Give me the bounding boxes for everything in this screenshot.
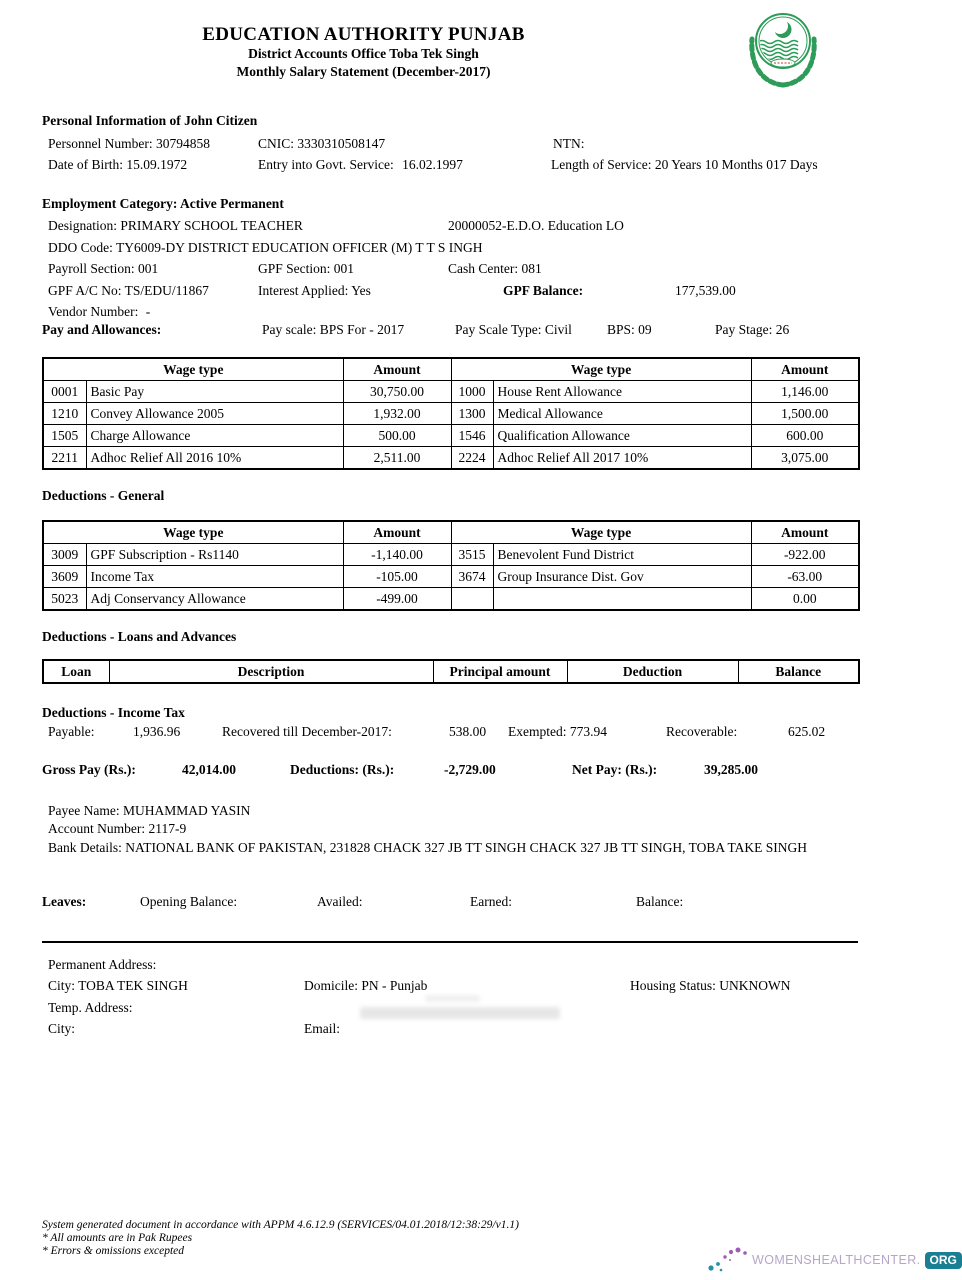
footer-errors-note: * Errors & omissions excepted (42, 1245, 185, 1257)
vendor-number: Vendor Number: - (48, 304, 151, 319)
loans-table (42, 659, 860, 684)
exempted: Exempted: 773.94 (508, 724, 607, 739)
watermark-org-badge: ORG (925, 1252, 962, 1269)
personal-info-title: Personal Information of John Citizen (42, 113, 258, 128)
wage-code-cell: 1505 (43, 425, 86, 447)
bps: BPS: 09 (607, 322, 652, 337)
wage-type-header: Wage type (451, 358, 751, 381)
wage-code-cell: 3674 (451, 566, 493, 588)
gross-pay-label: Gross Pay (Rs.): (42, 762, 136, 777)
wage-amount-cell: 2,511.00 (343, 447, 451, 470)
wage-desc-cell: Benevolent Fund District (493, 544, 751, 566)
watermark-text: WOMENSHEALTHCENTER. (752, 1253, 921, 1267)
pay-scale-type: Pay Scale Type: Civil (455, 322, 572, 337)
table-header-row (43, 521, 859, 544)
pay-scale: Pay scale: BPS For - 2017 (262, 322, 405, 337)
wage-type-header: Wage type (451, 521, 751, 544)
amount-header: Amount (751, 358, 859, 381)
table-row (43, 425, 859, 447)
statement-subtitle: Monthly Salary Statement (December-2017) (236, 64, 491, 79)
email-label: Email: (304, 1021, 340, 1036)
wage-desc-cell: Income Tax (86, 566, 343, 588)
gross-pay-value: 42,014.00 (182, 762, 236, 777)
recoverable-label: Recoverable: (666, 724, 738, 739)
opening-balance-label: Opening Balance: (140, 894, 238, 909)
net-pay-value: 39,285.00 (704, 762, 758, 777)
entry-into-service: Entry into Govt. Service: 16.02.1997 (258, 157, 463, 172)
wage-amount-cell: -105.00 (343, 566, 451, 588)
amount-header: Amount (751, 521, 859, 544)
wage-amount-cell: -922.00 (751, 544, 859, 566)
length-of-service: Length of Service: 20 Years 10 Months 017 Days (551, 157, 818, 172)
description-header: Description (109, 660, 433, 683)
cash-center: Cash Center: 081 (448, 261, 542, 276)
wage-type-header: Wage type (43, 521, 343, 544)
ntn: NTN: (553, 136, 585, 151)
pay-allowances-title: Pay and Allowances: (42, 322, 162, 337)
wage-code-cell: 1300 (451, 403, 493, 425)
deductions-value: -2,729.00 (444, 762, 496, 777)
bank-details: Bank Details: NATIONAL BANK OF PAKISTAN, 231828 CHACK 327 JB TT SINGH CHACK 327 JB TT SINGH, TOBA TAKE SINGH (48, 840, 808, 855)
gpf-section: GPF Section: 001 (258, 261, 355, 276)
wage-amount-cell: 1,500.00 (751, 403, 859, 425)
office-subtitle: District Accounts Office Toba Tek Singh (248, 46, 479, 61)
cnic: CNIC: 3330310508147 (258, 136, 386, 151)
wage-desc-cell: GPF Subscription - Rs1140 (86, 544, 343, 566)
wage-amount-cell: 1,932.00 (343, 403, 451, 425)
table-header-row (43, 660, 859, 683)
wage-code-cell: 3009 (43, 544, 86, 566)
wage-type-header: Wage type (43, 358, 343, 381)
deductions-general-title: Deductions - General (42, 488, 165, 503)
table-header-row (43, 358, 859, 381)
wage-code-cell: 1546 (451, 425, 493, 447)
table-row (43, 403, 859, 425)
wage-amount-cell: 30,750.00 (343, 381, 451, 403)
account-number: Account Number: 2117-9 (48, 821, 187, 836)
footer-system-note: System generated document in accordance with APPM 4.6.12.9 (SERVICES/04.01.2018/12:38:29/v1.1) (42, 1219, 519, 1231)
table-row (43, 381, 859, 403)
permanent-address-label: Permanent Address: (48, 957, 157, 972)
permanent-city: City: TOBA TEK SINGH (48, 978, 188, 993)
payable-value: 1,936.96 (133, 724, 181, 739)
ddo-code: DDO Code: TY6009-DY DISTRICT EDUCATION OFFICER (M) T T S INGH (48, 240, 483, 255)
amount-header: Amount (343, 358, 451, 381)
gpf-account-number: GPF A/C No: TS/EDU/11867 (48, 283, 209, 298)
wage-code-cell: 2211 (43, 447, 86, 470)
deductions-general-table (42, 520, 860, 611)
balance-header: Balance (738, 660, 859, 683)
wage-desc-cell: House Rent Allowance (493, 381, 751, 403)
leaves-title: Leaves: (42, 894, 87, 909)
availed-label: Availed: (317, 894, 363, 909)
recoverable-value: 625.02 (788, 724, 826, 739)
temp-city-label: City: (48, 1021, 76, 1036)
gpf-balance-value: 177,539.00 (675, 283, 736, 298)
wage-desc-cell: Charge Allowance (86, 425, 343, 447)
wage-code-cell: 5023 (43, 588, 86, 611)
wage-amount-cell: -499.00 (343, 588, 451, 611)
watermark (706, 1243, 962, 1277)
page-title: EDUCATION AUTHORITY PUNJAB (202, 24, 525, 45)
table-row (43, 447, 859, 470)
table-row (43, 544, 859, 566)
personnel-number: Personnel Number: 30794858 (48, 136, 210, 151)
office-code: 20000052-E.D.O. Education LO (448, 218, 624, 233)
earned-label: Earned: (470, 894, 512, 909)
recovered-label: Recovered till December-2017: (222, 724, 392, 739)
wage-code-cell: 1210 (43, 403, 86, 425)
deduction-header: Deduction (567, 660, 738, 683)
wage-amount-cell: 1,146.00 (751, 381, 859, 403)
pay-allowances-table (42, 357, 860, 470)
wage-desc-cell: Basic Pay (86, 381, 343, 403)
loan-header: Loan (43, 660, 109, 683)
wage-desc-cell: Adhoc Relief All 2017 10% (493, 447, 751, 470)
wage-code-cell: 3609 (43, 566, 86, 588)
net-pay-label: Net Pay: (Rs.): (572, 762, 658, 777)
amount-header: Amount (343, 521, 451, 544)
wage-amount-cell: 500.00 (343, 425, 451, 447)
wage-code-cell: 2224 (451, 447, 493, 470)
wage-desc-cell: Qualification Allowance (493, 425, 751, 447)
gpf-balance-label: GPF Balance: (503, 283, 584, 298)
employment-category-title: Employment Category: Active Permanent (42, 196, 284, 211)
payroll-section: Payroll Section: 001 (48, 261, 159, 276)
footer-currency-note: * All amounts are in Pak Rupees (42, 1232, 193, 1244)
watermark-dots-icon (706, 1243, 750, 1277)
wage-code-cell (451, 588, 493, 611)
designation: Designation: PRIMARY SCHOOL TEACHER (48, 218, 303, 233)
payee-name: Payee Name: MUHAMMAD YASIN (48, 803, 251, 818)
wage-desc-cell: Group Insurance Dist. Gov (493, 566, 751, 588)
principal-header: Principal amount (433, 660, 567, 683)
redacted-smudge (360, 1007, 560, 1019)
date-of-birth: Date of Birth: 15.09.1972 (48, 157, 188, 172)
punjab-emblem-icon (742, 5, 824, 95)
wage-amount-cell: 600.00 (751, 425, 859, 447)
wage-code-cell: 3515 (451, 544, 493, 566)
deductions-loans-title: Deductions - Loans and Advances (42, 629, 237, 644)
table-row (43, 588, 859, 611)
wage-desc-cell: Medical Allowance (493, 403, 751, 425)
deductions-income-tax-title: Deductions - Income Tax (42, 705, 185, 720)
wage-desc-cell (493, 588, 751, 611)
wage-code-cell: 0001 (43, 381, 86, 403)
wage-desc-cell: Convey Allowance 2005 (86, 403, 343, 425)
housing-status: Housing Status: UNKNOWN (630, 978, 791, 993)
wage-amount-cell: 0.00 (751, 588, 859, 611)
deductions-label: Deductions: (Rs.): (290, 762, 395, 777)
interest-applied: Interest Applied: Yes (258, 283, 371, 298)
wage-amount-cell: -63.00 (751, 566, 859, 588)
temp-address-label: Temp. Address: (48, 1000, 133, 1015)
recovered-value: 538.00 (449, 724, 487, 739)
payable-label: Payable: (48, 724, 95, 739)
wage-desc-cell: Adj Conservancy Allowance (86, 588, 343, 611)
wage-code-cell: 1000 (451, 381, 493, 403)
wage-amount-cell: -1,140.00 (343, 544, 451, 566)
balance-label: Balance: (636, 894, 684, 909)
domicile: Domicile: PN - Punjab (304, 978, 428, 993)
section-divider (42, 941, 858, 943)
redacted-smudge (425, 995, 480, 1002)
wage-amount-cell: 3,075.00 (751, 447, 859, 470)
table-row (43, 566, 859, 588)
pay-stage: Pay Stage: 26 (715, 322, 790, 337)
wage-desc-cell: Adhoc Relief All 2016 10% (86, 447, 343, 470)
